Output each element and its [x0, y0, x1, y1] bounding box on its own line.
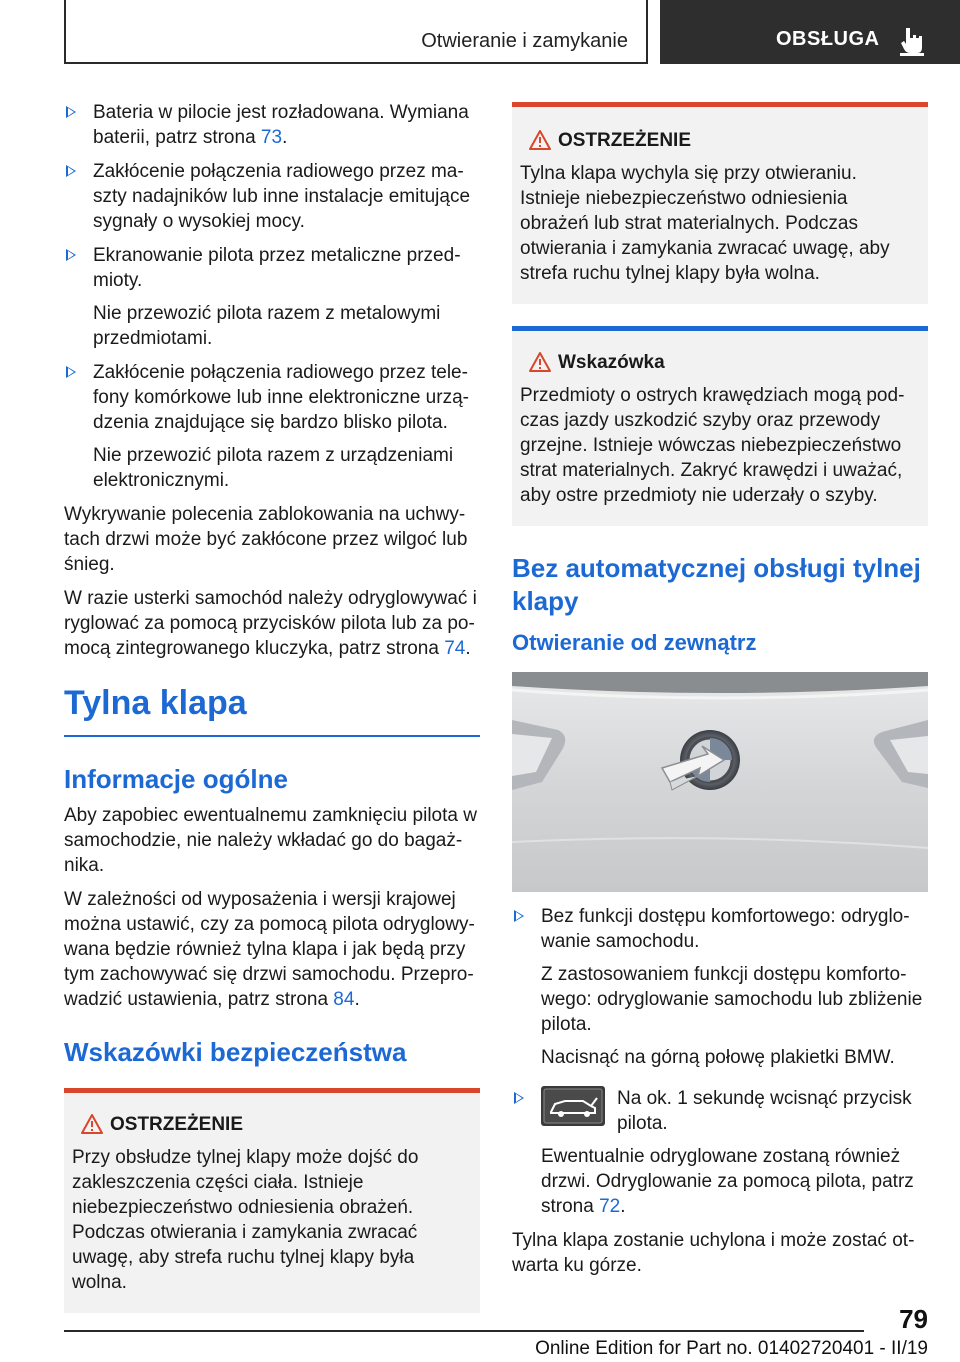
- triangle-bullet-icon: [66, 249, 76, 261]
- tailgate-bmw-badge-image: [512, 672, 928, 892]
- hand-pointer-icon: [896, 24, 928, 56]
- paragraph: [64, 887, 480, 1012]
- triangle-bullet-icon: [66, 366, 76, 378]
- paragraph-text: W razie usterki samochód należy odryglowywać i ryglować za pomocą przycisków pilota lub za pomocą zintegrowanego kluczyka, patrz strona: [64, 588, 477, 659]
- punct: .: [282, 127, 288, 148]
- bullet-text: Ekranowanie pilota przez metaliczne przedmioty.: [93, 245, 461, 291]
- left-column: [64, 100, 480, 1313]
- paragraph: Wykrywanie polecenia zablokowania na uchwytach drzwi może być zakłócone przez wilgoć lub śnieg.: [64, 504, 468, 575]
- bullet-extra-text: Nie przewozić pilota razem z metalowymi przedmiotami.: [93, 303, 441, 349]
- punct: .: [465, 638, 471, 659]
- triangle-bullet-icon: [514, 1092, 524, 1104]
- list-item: [64, 159, 480, 234]
- triangle-bullet-icon: [514, 910, 524, 922]
- warning-text: Przy obsłudze tylnej klapy może dojść do zakleszczenia części ciała. Istnieje niebezpieczeństwo odniesienia obrażeń. Podczas otwierania i zamykania zwracać uwagę, aby strefa ruchu tylnej klapy była wolna.: [72, 1147, 419, 1293]
- punct: .: [620, 1196, 626, 1217]
- bullet-text: Bez funkcji dostępu komfortowego: odryglowanie samochodu.: [541, 906, 910, 952]
- subsection-title: Otwieranie od zewnątrz: [512, 630, 757, 655]
- hint-title: [520, 351, 920, 375]
- footer-edition-text: Online Edition for Part no. 01402720401 - II/19: [535, 1338, 928, 1359]
- page-link[interactable]: 73: [260, 127, 283, 148]
- warning-triangle-icon: [528, 351, 552, 373]
- page-number: 79: [899, 1304, 928, 1334]
- section-title: Tylna klapa: [64, 684, 247, 722]
- chapter-tab-label: OBSŁUGA: [776, 28, 880, 50]
- list-item: [64, 100, 480, 150]
- hint-title-text: Wskazówka: [558, 352, 665, 373]
- warning-title: [520, 129, 920, 153]
- bullet-extra-text: Z zastosowaniem funkcji dostępu komfortowego: odryglowanie samochodu lub zbliżenie pilota.: [541, 964, 923, 1035]
- subsection-title: Informacje ogólne: [64, 764, 288, 794]
- paragraph: [64, 586, 480, 661]
- list-item: [512, 904, 928, 1070]
- bullet-extra-text: Nie przewozić pilota razem z urządzeniami elektronicznymi.: [93, 445, 454, 491]
- bullet-text: Bateria w pilocie jest rozładowana. Wymiana baterii, patrz strona: [93, 102, 469, 148]
- section-title: Bez automatycznej obsługi tylnej klapy: [512, 553, 921, 616]
- warning-title: [72, 1113, 472, 1137]
- bullet-extra-text: Nacisnąć na górną połowę plakietki BMW.: [541, 1047, 895, 1068]
- hint-text: Przedmioty o ostrych krawędziach mogą podczas jazdy uszkodzić szyby oraz przewody grzejne. Istnieje wówczas niebezpieczeństwo strat materialnych. Zakryć krawędzi i uważać, aby ostre przedmioty nie uderzały o szyby.: [520, 385, 905, 506]
- section-divider: [64, 735, 480, 737]
- bullet-extra-text: Ewentualnie odryglowane zostaną również drzwi. Odryglowanie za pomocą pilota, patrz strona: [541, 1146, 914, 1217]
- page-link[interactable]: 74: [444, 638, 466, 659]
- bullet-text: Zakłócenie połączenia radiowego przez maszty nadajników lub inne instalacje emitujące sygnały o wysokiej mocy.: [93, 161, 471, 232]
- triangle-bullet-icon: [66, 165, 76, 177]
- paragraph-text: W zależności od wyposażenia i wersji krajowej można ustawić, czy za pomocą pilota odryglowywana będzie również tylna klapa i jak będą przy tym zachowywać się drzwi samochodu. Przeprowadzić ustawienia, patrz strona: [64, 889, 475, 1010]
- page-link[interactable]: 84: [333, 989, 355, 1010]
- header-section-title: Otwieranie i zamykanie: [421, 30, 628, 52]
- subsection-title: Wskazówki bezpieczeństwa: [64, 1037, 407, 1067]
- list-item: [64, 243, 480, 351]
- header-section-frame: [64, 0, 648, 64]
- warning-title-text: OSTRZEŻENIE: [558, 130, 692, 151]
- bullet-text: Zakłócenie połączenia radiowego przez telefony komórkowe lub inne elektroniczne urządzenia znajdujące się bardzo blisko pilota.: [93, 362, 469, 433]
- warning-box: [512, 102, 928, 304]
- list-item: [512, 1086, 928, 1219]
- car-trunk-key-icon: [541, 1086, 605, 1126]
- page-link[interactable]: 72: [599, 1196, 621, 1217]
- warning-box: [64, 1088, 480, 1313]
- list-item: [64, 360, 480, 493]
- footer-divider: [64, 1330, 864, 1332]
- paragraph: Tylna klapa zostanie uchylona i może zostać otwarta ku górze.: [512, 1230, 915, 1276]
- hint-box: [512, 326, 928, 526]
- warning-text: Tylna klapa wychyla się przy otwieraniu. Istnieje niebezpieczeństwo odniesienia obrażeń lub strat materialnych. Podczas otwierania i zamykania zwracać uwagę, aby strefa ruchu tylnej klapy była wolna.: [520, 163, 890, 284]
- warning-title-text: OSTRZEŻENIE: [110, 1114, 244, 1135]
- punct: .: [354, 989, 360, 1010]
- paragraph: Aby zapobiec ewentualnemu zamknięciu pilota w samochodzie, nie należy wkładać go do bagażnika.: [64, 805, 477, 876]
- bullet-text: Na ok. 1 sekundę wcisnąć przycisk pilota.: [617, 1088, 912, 1134]
- warning-triangle-icon: [528, 129, 552, 151]
- warning-triangle-icon: [80, 1113, 104, 1135]
- header-chapter-tab[interactable]: [660, 0, 960, 64]
- right-column: [512, 92, 928, 1287]
- triangle-bullet-icon: [66, 106, 76, 118]
